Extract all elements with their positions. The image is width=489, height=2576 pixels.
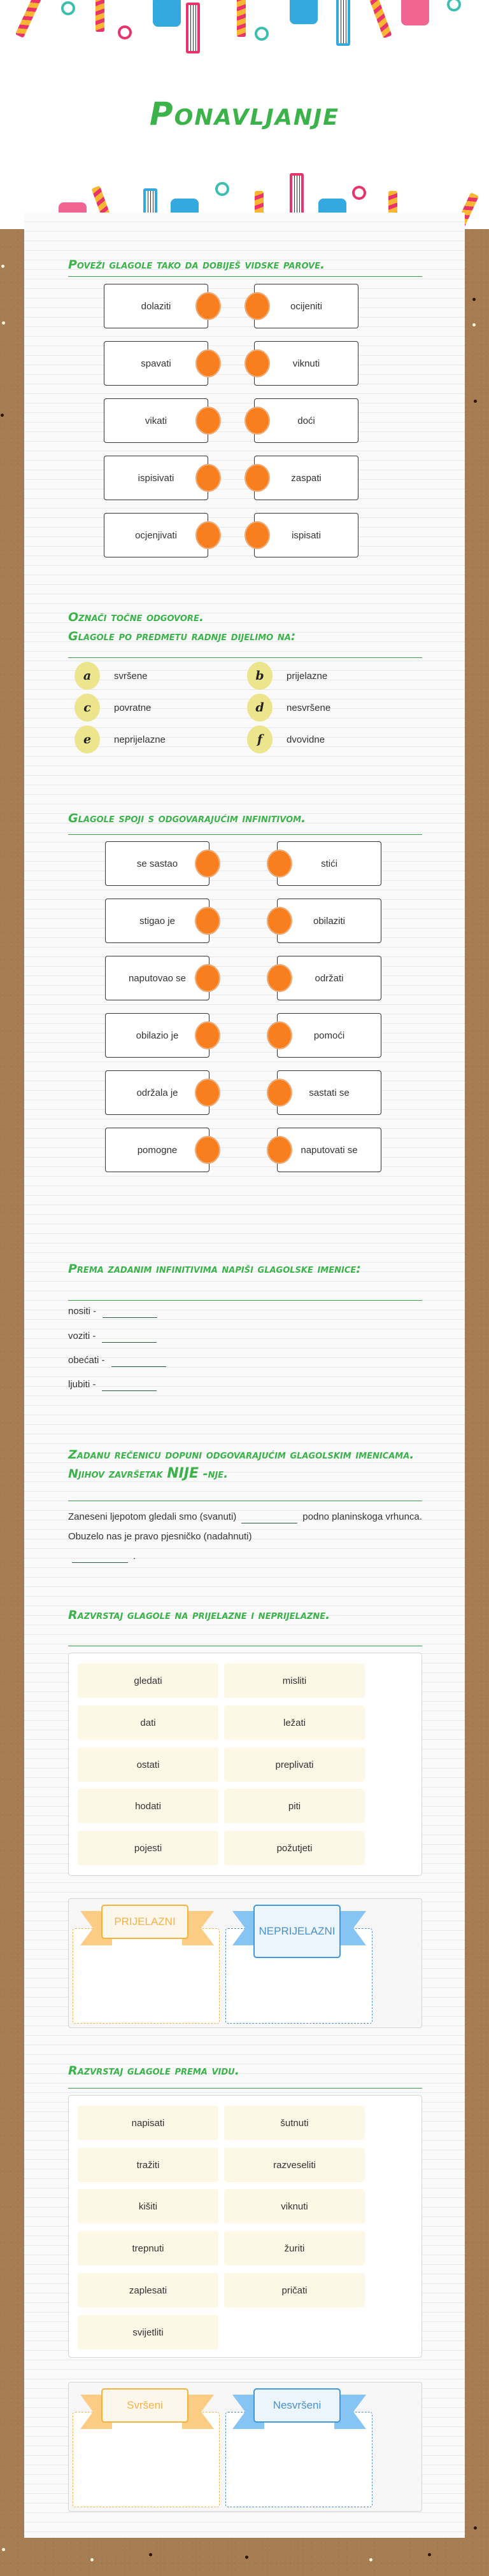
connector-dot[interactable] bbox=[195, 349, 221, 377]
card-label: obilaziti bbox=[313, 915, 346, 927]
card-label: stići bbox=[321, 858, 337, 869]
section-title-line1: Označi točne odgovore. bbox=[68, 610, 204, 624]
pencil-icon bbox=[237, 0, 246, 37]
connector-dot[interactable] bbox=[195, 1079, 220, 1107]
connector-dot[interactable] bbox=[195, 850, 220, 878]
match-right-card[interactable] bbox=[277, 956, 381, 1000]
bin-label: Nesvršeni bbox=[253, 2388, 341, 2423]
connector-dot[interactable] bbox=[267, 1021, 292, 1049]
connector-dot[interactable] bbox=[195, 1021, 220, 1049]
choice-letter-badge: f bbox=[247, 725, 273, 753]
match-left-card[interactable] bbox=[104, 513, 208, 557]
draggable-word[interactable]: pričati bbox=[224, 2273, 365, 2307]
draggable-word[interactable]: piti bbox=[224, 1789, 365, 1823]
card-label: održati bbox=[315, 972, 344, 984]
choice-option-d[interactable] bbox=[247, 694, 330, 722]
scissors-icon bbox=[215, 182, 229, 196]
connector-dot[interactable] bbox=[244, 521, 270, 549]
divider bbox=[68, 657, 422, 658]
pencil-icon bbox=[15, 0, 42, 38]
pin-icon bbox=[90, 2558, 94, 2561]
scissors-icon bbox=[447, 0, 461, 11]
card-label: ocijeniti bbox=[290, 300, 323, 312]
fill-label: ljubiti - bbox=[68, 1379, 96, 1390]
card-label: spavati bbox=[141, 358, 171, 369]
answer-input[interactable] bbox=[103, 1317, 157, 1318]
connector-dot[interactable] bbox=[195, 464, 221, 492]
card-label: doći bbox=[297, 415, 315, 426]
card-label: naputovati se bbox=[301, 1144, 358, 1156]
title-text: -nje. bbox=[199, 1467, 229, 1481]
match-left-card[interactable] bbox=[104, 284, 208, 328]
scissors-icon bbox=[255, 27, 269, 41]
header-banner bbox=[0, 0, 489, 229]
connector-dot[interactable] bbox=[267, 1136, 292, 1164]
title-text: Zadanu rečenicu dopuni odgovarajućim glagolskim imenicama. Njihov završetak bbox=[68, 1448, 415, 1481]
fill-label: nositi - bbox=[68, 1306, 97, 1317]
pencil-icon bbox=[96, 0, 104, 32]
connector-dot[interactable] bbox=[195, 407, 221, 435]
card-label: viknuti bbox=[292, 358, 320, 369]
match-right-card[interactable] bbox=[277, 899, 381, 943]
choice-text: povratne bbox=[114, 702, 152, 713]
card-label: stigao je bbox=[139, 915, 175, 927]
connector-dot[interactable] bbox=[267, 850, 292, 878]
answer-input[interactable] bbox=[102, 1342, 157, 1343]
draggable-word[interactable]: razveseliti bbox=[224, 2148, 365, 2182]
card-label: ocjenjivati bbox=[135, 529, 177, 541]
draggable-word[interactable]: gledati bbox=[78, 1663, 218, 1698]
pin-icon bbox=[149, 2553, 152, 2556]
connector-dot[interactable] bbox=[244, 407, 270, 435]
sentence-text: . bbox=[133, 1551, 136, 1562]
pin-icon bbox=[1, 414, 4, 417]
pencil-icon bbox=[368, 0, 392, 38]
draggable-word[interactable]: hodati bbox=[78, 1789, 218, 1823]
card-label: zaspati bbox=[291, 472, 322, 484]
connector-dot[interactable] bbox=[195, 521, 221, 549]
bin-label: NEPRIJELAZNI bbox=[253, 1905, 341, 1958]
pin-icon bbox=[1, 265, 4, 268]
section-title: Razvrstaj glagole na prijelazne i neprijelazne. bbox=[68, 1608, 330, 1622]
draggable-word[interactable]: žuriti bbox=[224, 2231, 365, 2265]
pin-icon bbox=[2, 321, 5, 325]
choice-text: svršene bbox=[114, 670, 148, 682]
card-label: sastati se bbox=[309, 1087, 350, 1098]
match-left-card[interactable] bbox=[105, 956, 209, 1000]
match-left-card[interactable] bbox=[105, 841, 209, 886]
connector-dot[interactable] bbox=[195, 964, 220, 992]
connector-dot[interactable] bbox=[267, 1079, 292, 1107]
bin-label: PRIJELAZNI bbox=[101, 1905, 188, 1939]
pin-icon bbox=[369, 2558, 372, 2561]
drop-bins-container bbox=[68, 2382, 422, 2512]
pin-icon bbox=[2, 2548, 5, 2551]
card-label: održala je bbox=[136, 1087, 178, 1098]
match-left-card[interactable] bbox=[105, 1013, 209, 1058]
fill-row bbox=[68, 1331, 157, 1343]
choice-text: prijelazne bbox=[287, 670, 328, 682]
draggable-word[interactable]: kišiti bbox=[78, 2189, 218, 2223]
choice-text: neprijelazne bbox=[114, 734, 166, 745]
choice-text: nesvršene bbox=[287, 702, 331, 713]
choice-letter-badge: d bbox=[247, 694, 273, 722]
divider bbox=[68, 276, 422, 277]
card-label: ispisati bbox=[292, 529, 321, 541]
connector-dot[interactable] bbox=[267, 964, 292, 992]
fill-label: obećati - bbox=[68, 1355, 105, 1366]
pin-icon bbox=[474, 400, 477, 403]
sentence-text: Zaneseni ljepotom gledali smo (svanuti) bbox=[68, 1511, 237, 1522]
connector-dot[interactable] bbox=[195, 292, 221, 320]
connector-dot[interactable] bbox=[195, 907, 220, 935]
connector-dot[interactable] bbox=[244, 464, 270, 492]
match-right-card[interactable] bbox=[277, 1013, 381, 1058]
card-label: vikati bbox=[145, 415, 167, 426]
connector-dot[interactable] bbox=[244, 349, 270, 377]
choice-option-a[interactable] bbox=[74, 662, 148, 690]
title-emphasis: NIJE bbox=[167, 1466, 199, 1481]
draggable-word[interactable]: dati bbox=[78, 1705, 218, 1740]
scissors-icon bbox=[61, 1, 75, 15]
choice-option-f[interactable] bbox=[247, 725, 325, 753]
backpack-icon bbox=[290, 0, 318, 24]
card-label: pomogne bbox=[137, 1144, 178, 1156]
section-title: Poveži glagole tako da dobiješ vidske parove. bbox=[68, 258, 325, 272]
draggable-word[interactable]: preplivati bbox=[224, 1747, 365, 1782]
word-bank bbox=[68, 2095, 422, 2358]
card-label: obilazio je bbox=[136, 1030, 179, 1041]
divider bbox=[68, 834, 422, 835]
choice-letter-badge: e bbox=[74, 725, 100, 753]
pin-icon bbox=[245, 2556, 248, 2559]
fill-row bbox=[68, 1379, 157, 1391]
draggable-word[interactable]: tražiti bbox=[78, 2148, 218, 2182]
match-left-card[interactable] bbox=[105, 1128, 209, 1172]
connector-dot[interactable] bbox=[195, 1136, 220, 1164]
card-label: ispisivati bbox=[138, 472, 174, 484]
choice-option-e[interactable] bbox=[74, 725, 166, 753]
section-title-line2: Glagole po predmetu radnje dijelimo na: bbox=[68, 629, 296, 643]
choice-letter-badge: c bbox=[74, 694, 100, 722]
book-icon bbox=[336, 0, 350, 46]
answer-input[interactable] bbox=[111, 1366, 166, 1367]
fill-row bbox=[68, 1355, 166, 1367]
word-bank bbox=[68, 1653, 422, 1876]
match-left-card[interactable] bbox=[104, 456, 208, 500]
pin-icon bbox=[472, 298, 476, 301]
scissors-icon bbox=[352, 186, 366, 200]
section-title: Prema zadanim infinitivima napiši glagolske imenice: bbox=[68, 1262, 361, 1276]
answer-input[interactable] bbox=[102, 1390, 157, 1391]
draggable-word[interactable]: šutnuti bbox=[224, 2106, 365, 2140]
section-title bbox=[68, 1446, 425, 1483]
choice-option-c[interactable] bbox=[74, 694, 151, 722]
choice-text: dvovidne bbox=[287, 734, 325, 745]
backpack-icon bbox=[153, 0, 181, 27]
sentence-paragraph bbox=[68, 1507, 425, 1566]
connector-dot[interactable] bbox=[244, 292, 270, 320]
draggable-word[interactable]: viknuti bbox=[224, 2189, 365, 2223]
backpack-icon bbox=[401, 0, 429, 25]
sentence-text: podno planinskoga vrhunca. Obuzelo nas je pravo pjesničko (nadahnuti) bbox=[68, 1511, 422, 1542]
card-label: pomoći bbox=[313, 1030, 345, 1041]
match-right-card[interactable] bbox=[277, 841, 381, 886]
drop-bins-container bbox=[68, 1898, 422, 2028]
draggable-word[interactable]: svijetliti bbox=[78, 2315, 218, 2349]
draggable-word[interactable]: ležati bbox=[224, 1705, 365, 1740]
book-icon bbox=[186, 3, 200, 53]
scissors-icon bbox=[118, 25, 132, 39]
pin-icon bbox=[474, 2526, 477, 2530]
section-title: Glagole spoji s odgovarajućim infinitivom. bbox=[68, 811, 306, 825]
draggable-word[interactable]: zaplesati bbox=[78, 2273, 218, 2307]
card-label: dolaziti bbox=[141, 300, 171, 312]
answer-input-nadahnuti[interactable] bbox=[72, 1562, 128, 1563]
match-left-card[interactable] bbox=[104, 398, 208, 443]
draggable-word[interactable]: napisati bbox=[78, 2106, 218, 2140]
bin-label: Svršeni bbox=[101, 2388, 188, 2423]
match-right-card[interactable] bbox=[277, 1128, 381, 1172]
choice-letter-badge: a bbox=[74, 662, 100, 690]
divider bbox=[68, 1300, 422, 1301]
match-left-card[interactable] bbox=[104, 341, 208, 386]
pin-icon bbox=[472, 323, 476, 326]
draggable-word[interactable]: trepnuti bbox=[78, 2231, 218, 2265]
page-title: Ponavljanje bbox=[149, 95, 340, 132]
match-right-card[interactable] bbox=[277, 1070, 381, 1115]
draggable-word[interactable]: pojesti bbox=[78, 1831, 218, 1865]
divider bbox=[68, 2088, 422, 2089]
draggable-word[interactable]: ostati bbox=[78, 1747, 218, 1782]
card-label: naputovao se bbox=[128, 972, 187, 984]
match-left-card[interactable] bbox=[105, 1070, 209, 1115]
card-label: se sastao bbox=[136, 858, 178, 869]
worksheet-paper bbox=[24, 213, 465, 2538]
connector-dot[interactable] bbox=[267, 907, 292, 935]
match-left-card[interactable] bbox=[105, 899, 209, 943]
fill-row bbox=[68, 1306, 157, 1318]
choice-letter-badge: b bbox=[247, 662, 273, 690]
draggable-word[interactable]: požutjeti bbox=[224, 1831, 365, 1865]
fill-label: voziti - bbox=[68, 1331, 96, 1341]
choice-option-b[interactable] bbox=[247, 662, 327, 690]
draggable-word[interactable]: misliti bbox=[224, 1663, 365, 1698]
section-title: Razvrstaj glagole prema vidu. bbox=[68, 2064, 239, 2078]
pin-icon bbox=[428, 2553, 431, 2556]
